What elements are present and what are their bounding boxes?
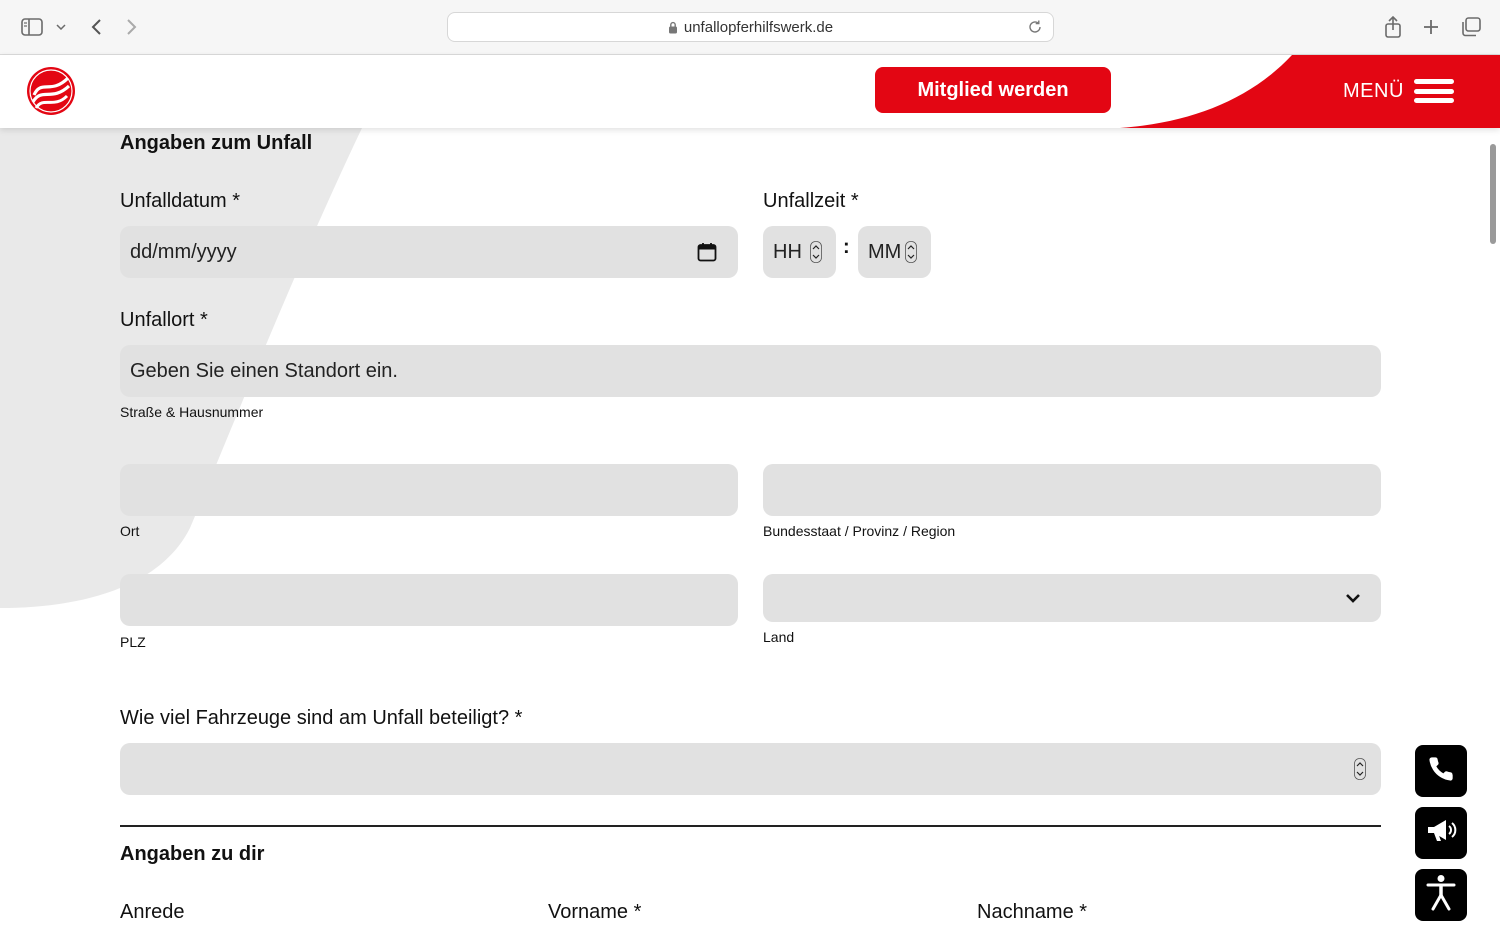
minute-placeholder: MM <box>868 240 902 263</box>
country-select[interactable] <box>763 574 1381 622</box>
zip-input[interactable] <box>120 574 738 626</box>
lock-icon <box>668 21 678 34</box>
page-scrollbar[interactable] <box>1490 144 1496 244</box>
accessibility-button[interactable] <box>1415 869 1467 921</box>
hour-input[interactable] <box>763 226 836 278</box>
back-icon[interactable] <box>86 15 106 39</box>
time-separator: : <box>843 236 850 258</box>
accident-location-label: Unfallort * <box>120 309 208 331</box>
section-divider <box>120 825 1381 827</box>
state-sublabel: Bundesstaat / Provinz / Region <box>763 523 956 539</box>
phone-icon <box>1427 755 1455 788</box>
hour-placeholder: HH <box>773 240 802 263</box>
phone-button[interactable] <box>1415 745 1467 797</box>
sidebar-toggle-icon[interactable] <box>20 15 44 39</box>
location-placeholder: Geben Sie einen Standort ein. <box>130 359 398 382</box>
logo[interactable] <box>25 65 77 117</box>
accident-time-label: Unfallzeit * <box>763 190 859 212</box>
address-bar[interactable] <box>447 12 1054 42</box>
street-sublabel: Straße & Hausnummer <box>120 404 264 420</box>
chevron-down-icon[interactable] <box>1344 589 1362 607</box>
vehicles-count-label: Wie viel Fahrzeuge sind am Unfall beteiligt? * <box>120 707 523 729</box>
personal-section-title: Angaben zu dir <box>120 843 265 865</box>
accident-date-label: Unfalldatum * <box>120 190 241 212</box>
vehicles-count-input[interactable] <box>120 743 1381 795</box>
minute-stepper-icon[interactable] <box>905 241 917 263</box>
salutation-label: Anrede <box>120 901 185 923</box>
hamburger-icon <box>1414 79 1454 103</box>
firstname-label: Vorname * <box>548 901 642 923</box>
accident-section-title: Angaben zum Unfall <box>120 132 313 154</box>
vehicles-stepper-icon[interactable] <box>1354 758 1366 780</box>
forward-icon[interactable] <box>122 15 142 39</box>
city-input[interactable] <box>120 464 738 516</box>
browser-toolbar <box>0 0 1500 55</box>
zip-sublabel: PLZ <box>120 634 146 650</box>
accessibility-icon <box>1426 874 1456 917</box>
menu-button[interactable] <box>1343 75 1454 107</box>
state-input[interactable] <box>763 464 1381 516</box>
site-header <box>0 55 1500 128</box>
minute-input[interactable] <box>858 226 931 278</box>
new-tab-icon[interactable] <box>1420 15 1442 39</box>
header-red-swoosh <box>0 55 1500 128</box>
calendar-icon[interactable] <box>696 241 718 263</box>
announcement-button[interactable] <box>1415 807 1467 859</box>
page-content <box>0 128 1500 938</box>
lastname-label: Nachname * <box>977 901 1088 923</box>
chevron-down-icon[interactable] <box>54 15 68 39</box>
date-placeholder: dd/mm/yyyy <box>130 240 237 263</box>
hour-stepper-icon[interactable] <box>810 241 822 263</box>
accident-date-input[interactable] <box>120 226 738 278</box>
menu-label: MENÜ <box>1343 79 1404 102</box>
url-text: unfallopferhilfswerk.de <box>683 18 834 36</box>
share-icon[interactable] <box>1382 15 1404 39</box>
tabs-overview-icon[interactable] <box>1459 15 1483 39</box>
become-member-button[interactable]: Mitglied werden <box>875 67 1111 113</box>
megaphone-icon <box>1425 818 1457 849</box>
street-input[interactable] <box>120 345 1381 397</box>
reload-icon[interactable] <box>1027 19 1043 35</box>
country-sublabel: Land <box>763 629 795 645</box>
city-sublabel: Ort <box>120 523 140 539</box>
